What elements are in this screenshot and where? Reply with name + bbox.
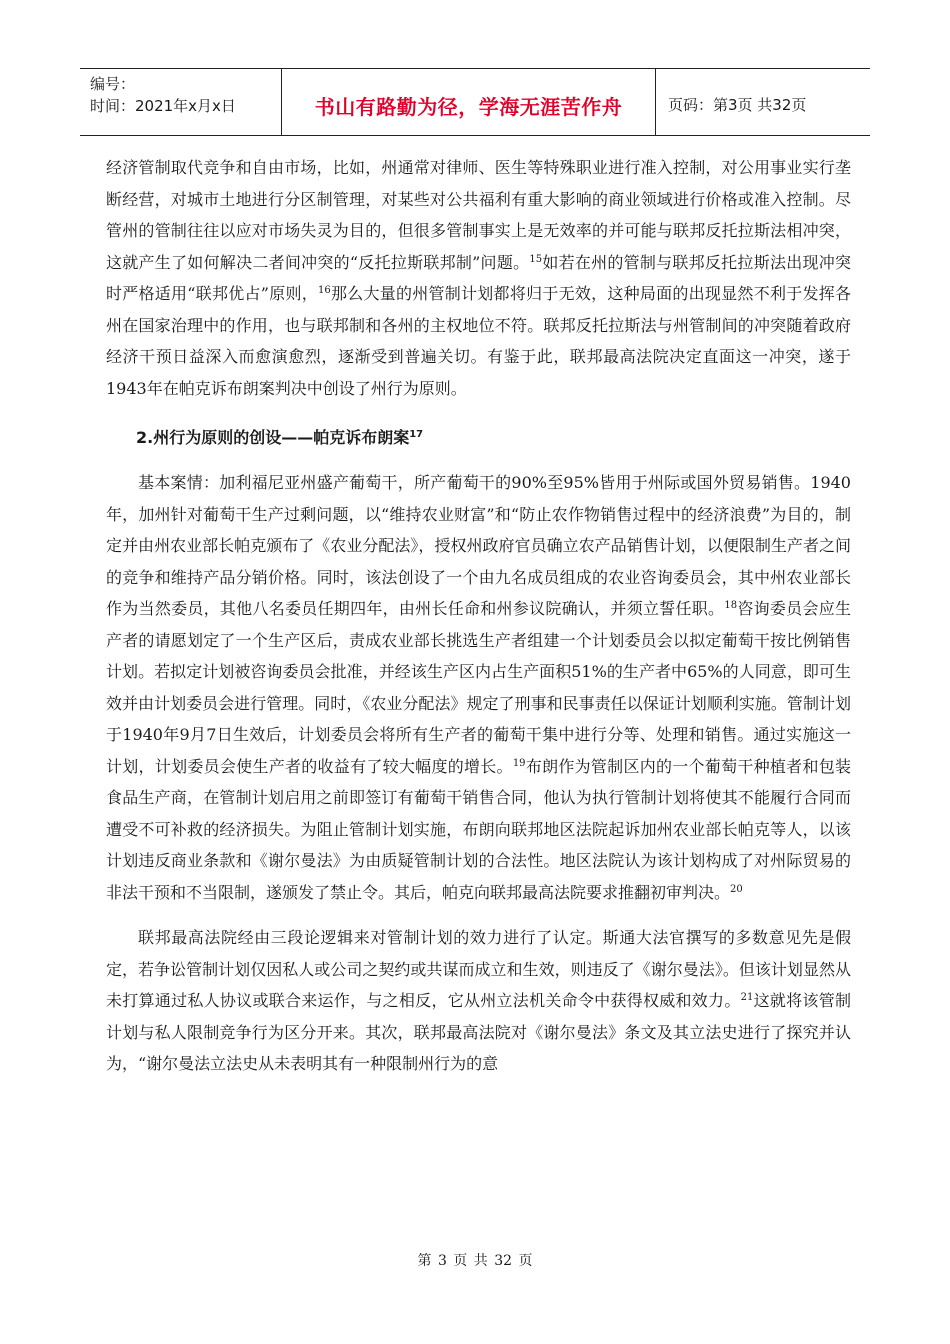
document-date-label: 时间：2021年x月x日 — [90, 97, 236, 115]
section-heading: 2.州行为原则的创设——帕克诉布朗案$^{17}$ — [136, 428, 424, 447]
paragraph: 基本案情：加利福尼亚州盛产葡萄干，所产葡萄干的90%至95%皆用于州际或国外贸易销售。1940年，加州针对葡萄干生产过剩问题，以“维持农业财富”和“防止农作物销售过程中的经济浪费”为目的，制定并由州农业部长帕克颁布了《农业分配法》，授权州政府官员确立农产品销售计划，以便限制生产者之间的竞争和维持产品分销价格。同时，该法创设了一个由九名成员组成的农业咨询委员会，其中州农业部长作为当然委员，其他八名委员任期四年，由州长任命和州参议院确认，并须立誓任职。$^{18}$咨询委员会应生产者的请愿划定了一个生产区后，责成农业部长挑选生产者组建一个计划委员会以拟定葡萄干按比例销售计划。若拟定计划被咨询委员会批准，并经该生产区内占生产面积51%的生产者中65%的人同意，即可生效并由计划委员会进行管理。同时，《农业分配法》规定了刑事和民事责任以保证计划顺利实施。管制计划于1940年9月7日生效后，计划委员会将所有生产者的葡萄干集中进行分等、处理和销售。通过实施这一计划，计划委员会使生产者的收益有了较大幅度的增长。$^{19}$布朗作为管制区内的一个葡萄干种植者和包装食品生产商，在管制计划启用之前即签订有葡萄干销售合同，他认为执行管制计划将使其不能履行合同而遭受不可补救的经济损失。为阻止管制计划实施，布朗向联邦地区法院起诉加州农业部长帕克等人，以该计划违反商业条款和《谢尔曼法》为由质疑管制计划的合法性。地区法院认为该计划构成了对州际贸易的非法干预和不当限制，遂颁发了禁止令。其后，帕克向联邦最高法院要求推翻初审判决。$^{20}$ — [106, 473, 851, 902]
page-footer: 第 3 页 共 32 页 — [417, 1253, 533, 1269]
footnote-ref: 19 — [512, 757, 526, 769]
paragraph: 经济管制取代竞争和自由市场，比如，州通常对律师、医生等特殊职业进行准入控制，对公用事业实行垄断经营，对城市土地进行分区制管理，对某些对公共福利有重大影响的商业领域进行价格或准入控制。尽管州的管制往往以应对市场失灵为目的，但很多管制事实上是无效率的并可能与联邦反托拉斯法相冲突，这就产生了如何解决二者间冲突的“反托拉斯联邦制”问题。$^{15}$如若在州的管制与联邦反托拉斯法出现冲突时严格适用“联邦优占”原则，$^{16}$那么大量的州管制计划都将归于无效，这种局面的出现显然不利于发挥各州在国家治理中的作用，也与联邦制和各州的主权地位不符。联邦反托拉斯法与州管制间的冲突随着政府经济干预日益深入而愈演愈烈，逐渐受到普遍关切。有鉴于此，联邦最高法院决定直面这一冲突，遂于1943年在帕克诉布朗案判决中创设了州行为原则。 — [106, 158, 851, 398]
document-number-label: 编号： — [90, 75, 136, 93]
footnote-ref: 21 — [740, 992, 754, 1003]
footnote-ref: 20 — [730, 883, 743, 895]
document-body — [106, 152, 851, 1080]
paragraph: 联邦最高法院经由三段论逻辑来对管制计划的效力进行了认定。斯通大法官撰写的多数意见先是假定，若争讼管制计划仅因私人或公司之契约或共谋而成立和生效，则违反了《谢尔曼法》。但该计划显然从未打算通过私人协议或联合来运作，与之相反，它从州立法机关命令中获得权威和效力。$^{21}$这就将该管制计划与私人限制竞争行为区分开来。其次，联邦最高法院对《谢尔曼法》条文及其立法史进行了探究并认为，“谢尔曼法立法史从未表明其有一种限制州行为的意 — [106, 928, 851, 1073]
page-header — [80, 68, 870, 136]
footnote-ref: 18 — [724, 600, 738, 611]
header-motto: 书山有路勤为径，学海无涯苦作舟 — [282, 69, 656, 135]
footnote-ref: 15 — [529, 253, 543, 265]
footnote-ref: 17 — [409, 429, 424, 440]
footnote-ref: 16 — [317, 285, 331, 296]
header-meta — [80, 69, 282, 135]
header-page-number: 页码：第3页 共32页 — [668, 95, 807, 114]
